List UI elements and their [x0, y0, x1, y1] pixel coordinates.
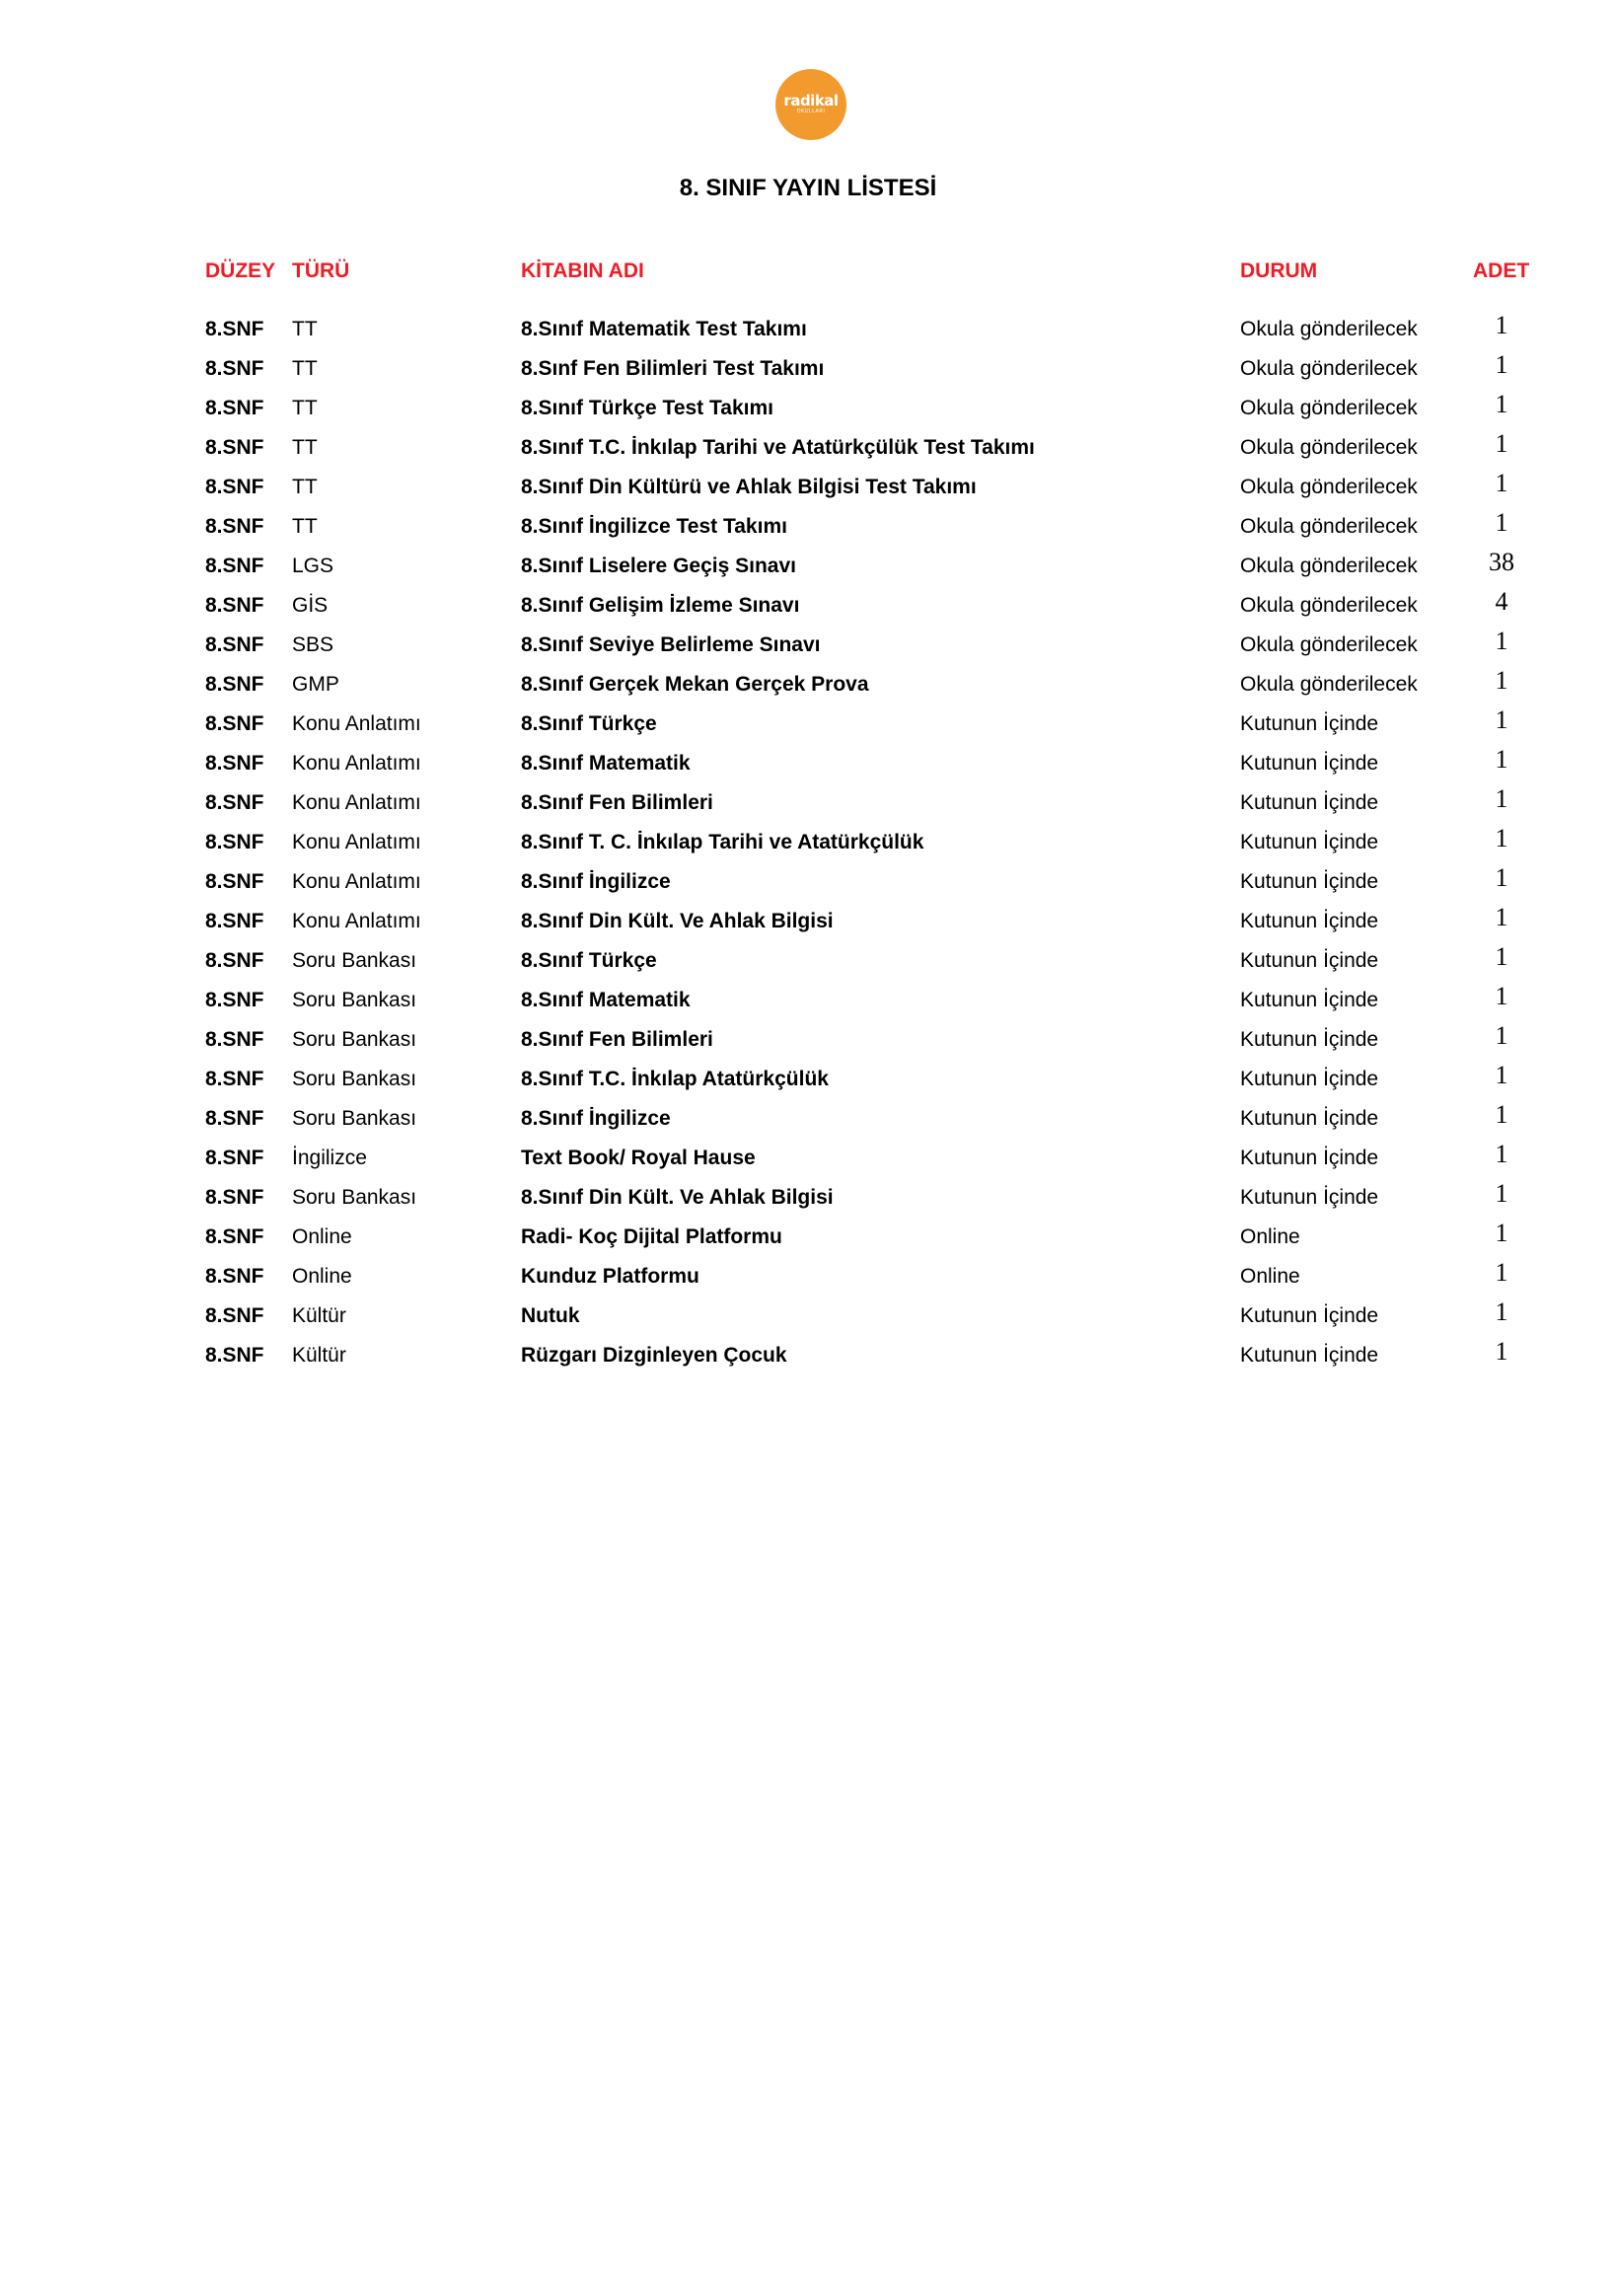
row-status: Online	[1240, 1225, 1300, 1248]
row-status: Okula gönderilecek	[1240, 673, 1418, 696]
row-status: Okula gönderilecek	[1240, 555, 1418, 577]
row-book-name: Nutuk	[521, 1304, 580, 1327]
row-type: Konu Anlatımı	[292, 752, 421, 775]
row-type: TT	[292, 318, 318, 340]
row-type: Konu Anlatımı	[292, 712, 421, 735]
row-count: 1	[1495, 627, 1508, 655]
row-count: 1	[1495, 390, 1508, 418]
row-book-name: Radi- Koç Dijital Platformu	[521, 1225, 782, 1248]
row-status: Kutunun İçinde	[1240, 1107, 1379, 1130]
row-count: 1	[1495, 824, 1508, 852]
column-header-count: ADET	[1473, 259, 1530, 282]
table-row	[0, 1336, 1616, 1375]
row-level: 8.SNF	[205, 989, 264, 1011]
row-level: 8.SNF	[205, 712, 264, 735]
row-type: Konu Anlatımı	[292, 791, 421, 814]
row-count: 1	[1495, 1219, 1508, 1247]
row-book-name: 8.Sınıf İngilizce	[521, 870, 671, 893]
column-header-type: TÜRÜ	[292, 259, 350, 282]
row-count: 1	[1495, 982, 1508, 1010]
table-row	[0, 1296, 1616, 1336]
column-header-status: DURUM	[1240, 259, 1318, 282]
row-book-name: 8.Sınıf Din Kült. Ve Ahlak Bilgisi	[521, 910, 834, 932]
row-status: Okula gönderilecek	[1240, 397, 1418, 419]
row-level: 8.SNF	[205, 1225, 264, 1248]
table-row	[0, 823, 1616, 862]
row-type: Soru Bankası	[292, 1107, 417, 1130]
row-count: 1	[1495, 1179, 1508, 1208]
row-level: 8.SNF	[205, 1304, 264, 1327]
row-book-name: 8.Sınıf Gelişim İzleme Sınavı	[521, 594, 800, 617]
row-book-name: 8.Sınıf İngilizce Test Takımı	[521, 515, 787, 538]
row-level: 8.SNF	[205, 476, 264, 498]
table-row	[0, 626, 1616, 665]
row-status: Kutunun İçinde	[1240, 949, 1379, 972]
row-book-name: 8.Sınıf Matematik	[521, 752, 691, 775]
row-level: 8.SNF	[205, 831, 264, 853]
row-count: 1	[1495, 705, 1508, 734]
table-row	[0, 310, 1616, 349]
row-status: Okula gönderilecek	[1240, 318, 1418, 340]
row-type: Konu Anlatımı	[292, 910, 421, 932]
row-level: 8.SNF	[205, 397, 264, 419]
row-count: 1	[1495, 1258, 1508, 1287]
row-count: 1	[1495, 1021, 1508, 1050]
table-row	[0, 744, 1616, 783]
row-level: 8.SNF	[205, 1147, 264, 1169]
row-type: LGS	[292, 555, 334, 577]
school-logo	[775, 69, 846, 140]
column-header-name: KİTABIN ADI	[521, 259, 644, 282]
row-book-name: 8.Sınf Fen Bilimleri Test Takımı	[521, 357, 825, 380]
table-row	[0, 1139, 1616, 1178]
row-status: Kutunun İçinde	[1240, 1186, 1379, 1209]
row-type: Soru Bankası	[292, 1068, 417, 1090]
row-count: 1	[1495, 1100, 1508, 1129]
row-book-name: 8.Sınıf T.C. İnkılap Tarihi ve Atatürkçülük Test Takımı	[521, 436, 1035, 459]
row-level: 8.SNF	[205, 594, 264, 617]
row-book-name: Rüzgarı Dizginleyen Çocuk	[521, 1344, 787, 1367]
row-status: Kutunun İçinde	[1240, 870, 1379, 893]
row-level: 8.SNF	[205, 791, 264, 814]
row-type: Soru Bankası	[292, 1186, 417, 1209]
row-count: 1	[1495, 1061, 1508, 1089]
row-type: GMP	[292, 673, 339, 696]
row-status: Kutunun İçinde	[1240, 989, 1379, 1011]
table-row	[0, 586, 1616, 626]
row-level: 8.SNF	[205, 1028, 264, 1051]
table-row	[0, 1257, 1616, 1296]
row-book-name: 8.Sınıf Matematik Test Takımı	[521, 318, 807, 340]
row-book-name: 8.Sınıf Fen Bilimleri	[521, 791, 713, 814]
table-row	[0, 428, 1616, 468]
row-count: 1	[1495, 666, 1508, 695]
row-book-name: 8.Sınıf T.C. İnkılap Atatürkçülük	[521, 1068, 829, 1090]
row-type: Soru Bankası	[292, 989, 417, 1011]
row-book-name: Kunduz Platformu	[521, 1265, 699, 1288]
row-level: 8.SNF	[205, 673, 264, 696]
row-type: Konu Anlatımı	[292, 870, 421, 893]
row-level: 8.SNF	[205, 555, 264, 577]
table-row	[0, 1178, 1616, 1218]
table-row	[0, 547, 1616, 586]
page-title: 8. SINIF YAYIN LİSTESİ	[679, 175, 937, 201]
table-row	[0, 1060, 1616, 1099]
row-status: Online	[1240, 1265, 1300, 1288]
row-level: 8.SNF	[205, 1068, 264, 1090]
row-level: 8.SNF	[205, 515, 264, 538]
row-status: Okula gönderilecek	[1240, 633, 1418, 656]
row-count: 1	[1495, 1140, 1508, 1168]
row-level: 8.SNF	[205, 870, 264, 893]
row-type: Online	[292, 1225, 352, 1248]
table-row	[0, 349, 1616, 389]
row-status: Kutunun İçinde	[1240, 1304, 1379, 1327]
row-count: 1	[1495, 784, 1508, 813]
row-type: TT	[292, 476, 318, 498]
logo-brand-text: radikal	[783, 92, 839, 110]
row-count: 1	[1495, 863, 1508, 892]
row-type: Kültür	[292, 1344, 346, 1367]
column-header-level: DÜZEY	[205, 259, 276, 282]
row-count: 1	[1495, 903, 1508, 931]
row-book-name: 8.Sınıf Din Kültürü ve Ahlak Bilgisi Test Takımı	[521, 476, 977, 498]
row-type: Soru Bankası	[292, 949, 417, 972]
row-count: 1	[1495, 942, 1508, 971]
row-book-name: 8.Sınıf Din Kült. Ve Ahlak Bilgisi	[521, 1186, 834, 1209]
row-status: Okula gönderilecek	[1240, 357, 1418, 380]
row-type: Soru Bankası	[292, 1028, 417, 1051]
row-level: 8.SNF	[205, 949, 264, 972]
table-row	[0, 507, 1616, 547]
table-row	[0, 1020, 1616, 1060]
row-status: Kutunun İçinde	[1240, 791, 1379, 814]
row-level: 8.SNF	[205, 752, 264, 775]
row-status: Okula gönderilecek	[1240, 436, 1418, 459]
row-count: 1	[1495, 1337, 1508, 1366]
row-count: 38	[1489, 548, 1514, 576]
row-book-name: 8.Sınıf Türkçe	[521, 712, 657, 735]
row-book-name: 8.Sınıf Türkçe Test Takımı	[521, 397, 773, 419]
logo-sub-text: OKULLARI	[796, 109, 826, 114]
row-level: 8.SNF	[205, 357, 264, 380]
row-count: 1	[1495, 745, 1508, 774]
row-type: SBS	[292, 633, 334, 656]
row-level: 8.SNF	[205, 318, 264, 340]
row-status: Kutunun İçinde	[1240, 1344, 1379, 1367]
row-level: 8.SNF	[205, 436, 264, 459]
table-row	[0, 941, 1616, 981]
table-row	[0, 704, 1616, 744]
row-level: 8.SNF	[205, 1265, 264, 1288]
row-status: Kutunun İçinde	[1240, 1147, 1379, 1169]
row-status: Kutunun İçinde	[1240, 1028, 1379, 1051]
row-type: Konu Anlatımı	[292, 831, 421, 853]
row-book-name: 8.Sınıf Türkçe	[521, 949, 657, 972]
row-status: Kutunun İçinde	[1240, 712, 1379, 735]
table-row	[0, 981, 1616, 1020]
row-status: Okula gönderilecek	[1240, 594, 1418, 617]
table-row	[0, 902, 1616, 941]
row-type: Online	[292, 1265, 352, 1288]
row-type: TT	[292, 357, 318, 380]
row-level: 8.SNF	[205, 633, 264, 656]
row-count: 1	[1495, 350, 1508, 379]
row-type: TT	[292, 436, 318, 459]
row-level: 8.SNF	[205, 1107, 264, 1130]
row-type: GİS	[292, 594, 329, 617]
row-book-name: 8.Sınıf Matematik	[521, 989, 691, 1011]
row-book-name: 8.Sınıf Gerçek Mekan Gerçek Prova	[521, 673, 869, 696]
row-level: 8.SNF	[205, 1344, 264, 1367]
table-row	[0, 862, 1616, 902]
row-level: 8.SNF	[205, 1186, 264, 1209]
row-count: 1	[1495, 469, 1508, 497]
row-book-name: 8.Sınıf T. C. İnkılap Tarihi ve Atatürkçülük	[521, 831, 924, 853]
row-type: Kültür	[292, 1304, 346, 1327]
row-count: 1	[1495, 311, 1508, 339]
row-book-name: Text Book/ Royal Hause	[521, 1147, 756, 1169]
table-row	[0, 389, 1616, 428]
row-level: 8.SNF	[205, 910, 264, 932]
table-row	[0, 783, 1616, 823]
row-count: 1	[1495, 1297, 1508, 1326]
row-count: 4	[1495, 587, 1508, 616]
table-row	[0, 665, 1616, 704]
row-book-name: 8.Sınıf İngilizce	[521, 1107, 671, 1130]
table-row	[0, 468, 1616, 507]
row-status: Okula gönderilecek	[1240, 515, 1418, 538]
table-row	[0, 1218, 1616, 1257]
row-status: Okula gönderilecek	[1240, 476, 1418, 498]
row-book-name: 8.Sınıf Fen Bilimleri	[521, 1028, 713, 1051]
row-type: TT	[292, 397, 318, 419]
row-type: İngilizce	[292, 1147, 367, 1169]
row-count: 1	[1495, 429, 1508, 458]
row-status: Kutunun İçinde	[1240, 910, 1379, 932]
row-book-name: 8.Sınıf Liselere Geçiş Sınavı	[521, 555, 796, 577]
row-type: TT	[292, 515, 318, 538]
row-status: Kutunun İçinde	[1240, 752, 1379, 775]
row-status: Kutunun İçinde	[1240, 1068, 1379, 1090]
table-row	[0, 1099, 1616, 1139]
row-count: 1	[1495, 508, 1508, 537]
row-book-name: 8.Sınıf Seviye Belirleme Sınavı	[521, 633, 821, 656]
row-status: Kutunun İçinde	[1240, 831, 1379, 853]
